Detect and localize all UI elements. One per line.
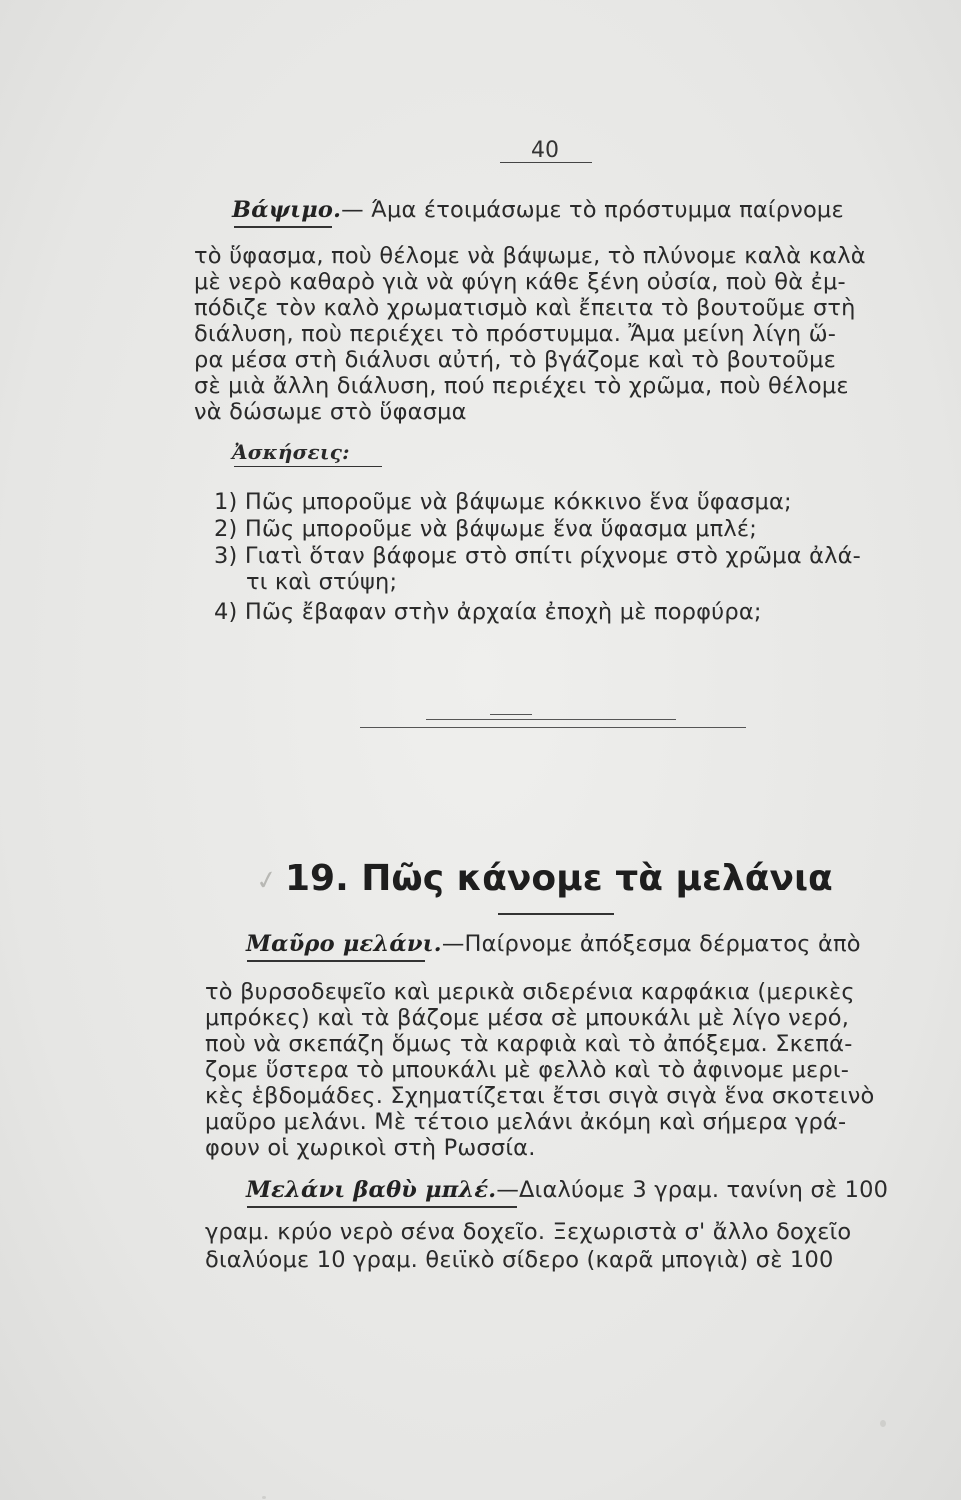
exercises-underline <box>234 466 382 467</box>
intro-line-4: διάλυση, ποὺ περιέχει τὸ πρόστυμμα. Ἄμα μείνη λίγη ὥ- <box>194 321 837 347</box>
page-number-rule <box>500 162 592 163</box>
blue-ink-first-line <box>246 1176 888 1204</box>
paper-speck <box>262 1496 266 1499</box>
exercise-item-2: 2) Πῶς μποροῦμε νὰ βάψωμε ἕνα ὕφασμα μπλέ; <box>214 516 758 542</box>
blue-ink-dash: — <box>496 1177 520 1203</box>
black-ink-line-0: Παίρνομε ἀπόξεσμα δέρματος ἀπὸ <box>464 931 861 957</box>
black-ink-first-line <box>246 930 861 958</box>
intro-line-7: νὰ δώσωμε στὸ ὕφασμα <box>194 399 467 425</box>
black-ink-line-5: κὲς ἑβδομάδες. Σχηματίζεται ἔτσι σιγὰ σιγὰ ἕνα σκοτεινὸ <box>205 1083 875 1109</box>
margin-check-mark: ✓ <box>253 864 281 898</box>
intro-line-1: τὸ ὕφασμα, ποὺ θέλομε νὰ βάψωμε, τὸ πλύνομε καλὰ καλὰ <box>194 243 866 269</box>
black-ink-heading: Μαῦρο μελάνι. <box>246 931 442 957</box>
paper-speck <box>880 1420 886 1427</box>
black-ink-dash: — <box>441 931 465 957</box>
intro-line-2: μὲ νερὸ καθαρὸ γιὰ νὰ φύγη κάθε ξένη οὐσία, ποὺ θὰ ἐμ- <box>194 269 846 295</box>
blue-ink-line-1: γραμ. κρύο νερὸ σένα δοχεῖο. Ξεχωριστὰ σ' ἄλλο δοχεῖο <box>205 1219 852 1245</box>
intro-line-6: σὲ μιὰ ἄλλη διάλυση, πού περιέχει τὸ χρῶμα, ποὺ θέλομε <box>194 373 849 399</box>
black-ink-line-7: φουν οἱ χωρικοὶ στὴ Ρωσσία. <box>205 1135 536 1161</box>
intro-line-5: ρα μέσα στὴ διάλυσι αὐτή, τὸ βγάζομε καὶ τὸ βουτοῦμε <box>194 347 837 373</box>
intro-heading: Βάψιμο. <box>232 197 342 223</box>
exercise-item-4: 4) Πῶς ἔβαφαν στὴν ἀρχαία ἐποχὴ μὲ πορφύρα; <box>214 599 762 625</box>
black-ink-line-1: τὸ βυρσοδεψεῖο καὶ μερικὰ σιδερένια καρφάκια (μερικὲς <box>205 979 855 1005</box>
page-number: 40 <box>531 138 559 163</box>
black-ink-line-4: ζομε ὕστερα τὸ μπουκάλι μὲ φελλὸ καὶ τὸ ἀφινομε μερι- <box>205 1057 850 1083</box>
intro-first-line <box>232 196 844 224</box>
exercise-item-3-continued: τι καὶ στύψη; <box>246 569 398 595</box>
chapter-title: 19. Πῶς κάνομε τὰ μελάνια <box>285 858 833 899</box>
intro-line-0: Άμα έτοιμάσωμε τὸ πρόστυμμα παίρνομε <box>371 197 844 223</box>
exercises-label: Ἀσκήσεις: <box>232 440 350 464</box>
blue-ink-heading: Μελάνι βαθὺ μπλέ. <box>246 1177 497 1203</box>
chapter-title-rule <box>498 913 614 915</box>
blue-ink-underline <box>247 1206 517 1208</box>
blue-ink-line-2: διαλύομε 10 γραμ. θειϊκὸ σίδερο (καρᾶ μπογιὰ) σὲ 100 <box>205 1247 834 1273</box>
black-ink-line-3: ποὺ νὰ σκεπάζη ὅμως τὰ καρφιὰ καὶ τὸ ἀπόξεμα. Σκεπά- <box>205 1031 853 1057</box>
exercise-item-1: 1) Πῶς μποροῦμε νὰ βάψωμε κόκκινο ἕνα ὕφασμα; <box>214 489 792 515</box>
black-ink-line-2: μπρόκες) καὶ τὰ βάζομε μέσα σὲ μπουκάλι μὲ λίγο νερό, <box>205 1005 850 1031</box>
black-ink-underline <box>247 960 425 962</box>
black-ink-line-6: μαῦρο μελάνι. Μὲ τέτοιο μελάνι ἀκόμη καὶ σήμερα γρά- <box>205 1109 847 1135</box>
intro-dash: — <box>341 197 372 223</box>
section-divider-bottom <box>360 727 746 728</box>
exercise-item-3: 3) Γιατὶ ὅταν βάφομε στὸ σπίτι ρίχνομε στὸ χρῶμα ἀλά- <box>214 543 861 569</box>
intro-line-3: πόδιζε τὸν καλὸ χρωματισμὸ καὶ ἔπειτα τὸ βουτοῦμε στὴ <box>194 295 856 321</box>
section-divider-top <box>426 719 676 720</box>
intro-heading-underline <box>234 226 332 228</box>
section-divider-accent <box>490 714 532 715</box>
blue-ink-line-0: Διαλύομε 3 γραμ. τανίνη σὲ 100 <box>519 1177 889 1203</box>
